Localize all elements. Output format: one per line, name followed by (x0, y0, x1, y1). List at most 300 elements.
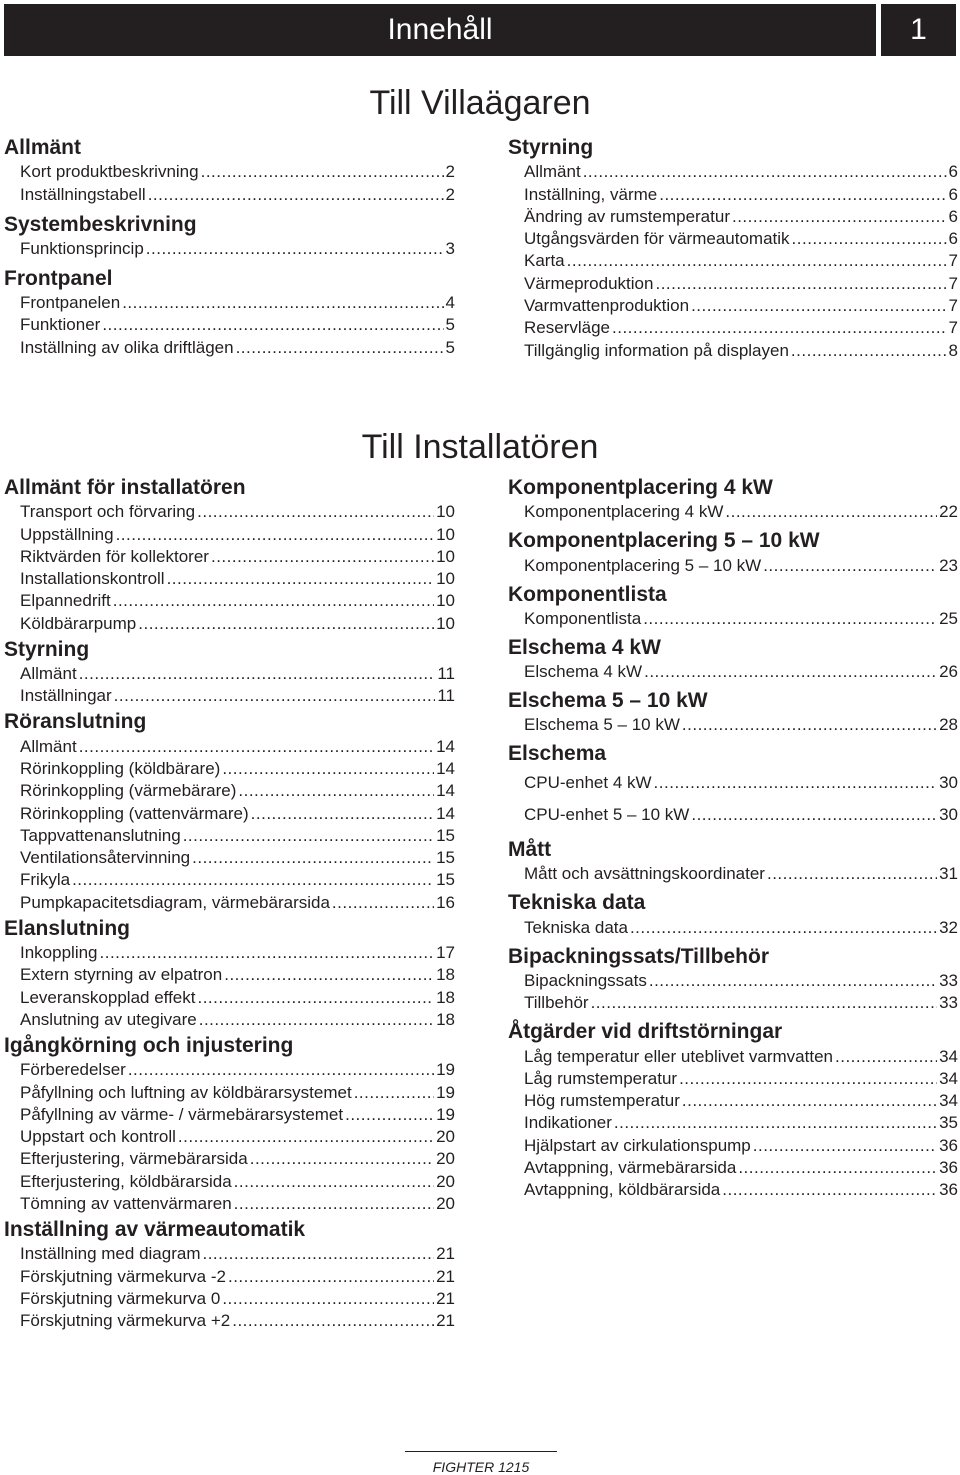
toc-entry-page: 19 (436, 1060, 455, 1080)
toc-dot-leader (228, 1267, 434, 1287)
toc-dot-leader (234, 1172, 434, 1192)
toc-entry-page: 19 (436, 1082, 455, 1102)
toc-dot-leader (238, 781, 434, 801)
toc-entry[interactable] (4, 589, 455, 611)
toc-dot-leader (644, 662, 937, 682)
toc-entry[interactable] (508, 1044, 958, 1066)
toc-group (4, 476, 455, 634)
toc-entry[interactable] (4, 985, 455, 1007)
toc-entry-page: 10 (436, 613, 455, 633)
toc-entry-title: Bipackningssats (524, 970, 647, 990)
toc-entry[interactable] (4, 757, 455, 779)
toc-entry-title: Komponentlista (524, 608, 642, 628)
toc-dot-leader (679, 1069, 937, 1089)
toc-entry-title: Avtappning, köldbärarsida (524, 1180, 721, 1200)
toc-dot-leader (148, 185, 444, 205)
toc-entry-title: Kort produktbeskrivning (20, 162, 199, 182)
toc-group-heading: Frontpanel (4, 266, 113, 290)
toc-dot-leader (725, 502, 937, 522)
toc-dot-leader (792, 229, 947, 249)
toc-entry-title: Förskjutning värmekurva +2 (20, 1311, 231, 1331)
toc-entry-title: Frikyla (20, 870, 71, 890)
toc-group-heading: Komponentplacering 5 – 10 kW (508, 529, 820, 553)
toc-group-heading: Elschema (508, 742, 607, 766)
toc-dot-leader (332, 893, 434, 913)
toc-entry-page: 20 (436, 1171, 455, 1191)
toc-entry[interactable] (4, 335, 455, 357)
toc-entry-page: 7 (948, 251, 958, 271)
toc-entry-page: 7 (948, 318, 958, 338)
toc-entry[interactable] (4, 734, 455, 756)
toc-entry-title: Påfyllning och luftning av köldbärarsystemet (20, 1082, 352, 1102)
toc-entry[interactable] (4, 545, 455, 567)
toc-dot-leader (100, 943, 435, 963)
toc-dot-leader (222, 1289, 434, 1309)
toc-entry[interactable] (4, 963, 455, 985)
toc-entry-title: Varmvattenproduktion (524, 296, 690, 316)
toc-group (508, 742, 958, 825)
toc-dot-leader (224, 965, 434, 985)
toc-entry[interactable] (4, 1192, 455, 1214)
toc-dot-leader (72, 870, 434, 890)
toc-entry-title: Allmänt (524, 162, 581, 182)
toc-entry-page: 36 (939, 1135, 958, 1155)
toc-entry-page: 20 (436, 1149, 455, 1169)
toc-entry-title: Inkoppling (20, 943, 98, 963)
toc-entry[interactable] (4, 611, 455, 633)
toc-entry-page: 14 (436, 758, 455, 778)
toc-entry[interactable] (508, 1156, 958, 1178)
toc-dot-leader (791, 341, 947, 361)
toc-entry-page: 16 (436, 892, 455, 912)
toc-entry-title: Köldbärarpump (20, 613, 137, 633)
toc-entry-title: Tekniska data (524, 917, 628, 937)
toc-entry[interactable] (508, 182, 958, 204)
toc-entry[interactable] (4, 941, 455, 963)
toc-column-homeowner-left (4, 136, 455, 358)
toc-entry-title: Hjälpstart av cirkulationspump (524, 1135, 751, 1155)
toc-entry-title: Rörinkoppling (vattenvärmare) (20, 803, 249, 823)
toc-group-heading: Elanslutning (4, 916, 130, 940)
toc-group-heading: Igångkörning och injustering (4, 1033, 294, 1057)
page-number: 1 (910, 13, 927, 46)
toc-dot-leader (654, 773, 938, 793)
toc-entry-page: 5 (445, 315, 455, 335)
toc-entry-title: Förskjutning värmekurva 0 (20, 1288, 221, 1308)
toc-entry[interactable] (508, 205, 958, 227)
toc-entry-page: 18 (436, 1009, 455, 1029)
toc-entry-page: 6 (948, 162, 958, 182)
toc-entry-title: Rörinkoppling (köldbärare) (20, 758, 221, 778)
toc-dot-leader (251, 804, 434, 824)
toc-entry-title: Reservläge (524, 318, 610, 338)
toc-entry-page: 10 (436, 524, 455, 544)
toc-entry-title: Frontpanelen (20, 293, 121, 313)
toc-dot-leader (201, 162, 444, 182)
page-title: Innehåll (387, 13, 493, 46)
toc-entry-page: 30 (939, 805, 958, 825)
toc-group-heading: Allmänt för installatören (4, 476, 246, 499)
toc-entry-page: 2 (445, 184, 455, 204)
toc-entry[interactable] (4, 1147, 455, 1169)
toc-group (508, 838, 958, 884)
toc-group-heading: Elschema 4 kW (508, 635, 661, 659)
toc-dot-leader (222, 759, 434, 779)
toc-entry[interactable] (4, 824, 455, 846)
toc-entry-page: 21 (436, 1266, 455, 1286)
toc-entry-page: 34 (939, 1068, 958, 1088)
toc-entry[interactable] (4, 182, 455, 204)
toc-entry-title: Hög rumstemperatur (524, 1091, 680, 1111)
toc-entry[interactable] (4, 1058, 455, 1080)
toc-entry-page: 10 (436, 591, 455, 611)
toc-entry-title: Inställningar (20, 686, 112, 706)
toc-entry-page: 28 (939, 715, 958, 735)
toc-entry[interactable] (4, 779, 455, 801)
toc-entry[interactable] (508, 227, 958, 249)
toc-entry[interactable] (4, 1103, 455, 1125)
toc-entry-page: 18 (436, 987, 455, 1007)
toc-entry-title: Elschema 5 – 10 kW (524, 715, 680, 735)
toc-entry-title: Inställningstabell (20, 184, 146, 204)
toc-entry[interactable] (508, 316, 958, 338)
toc-entry-page: 33 (939, 993, 958, 1013)
toc-entry-title: Anslutning av utegivare (20, 1009, 197, 1029)
toc-entry[interactable] (4, 1264, 455, 1286)
toc-entry-title: Installationskontroll (20, 569, 165, 589)
toc-entry-page: 7 (948, 296, 958, 316)
toc-entry[interactable] (4, 1125, 455, 1147)
toc-dot-leader (232, 1311, 434, 1331)
toc-group-heading: Åtgärder vid driftstörningar (508, 1020, 783, 1044)
toc-group-heading: Elschema 5 – 10 kW (508, 689, 708, 713)
toc-entry-title: Allmänt (20, 736, 77, 756)
toc-entry-page: 36 (939, 1180, 958, 1200)
toc-entry-title: Tillbehör (524, 993, 589, 1013)
toc-entry[interactable] (4, 1008, 455, 1030)
toc-column-installer-right (508, 476, 958, 1200)
toc-entry-title: Komponentplacering 4 kW (524, 502, 724, 522)
toc-entry[interactable] (4, 1242, 455, 1264)
toc-entry-title: Elschema 4 kW (524, 662, 643, 682)
toc-entry-page: 22 (939, 502, 958, 522)
toc-dot-leader (211, 547, 434, 567)
toc-dot-leader (79, 737, 434, 757)
toc-entry-page: 14 (436, 781, 455, 801)
toc-entry-page: 6 (948, 206, 958, 226)
toc-entry-title: Ventilationsåtervinning (20, 848, 191, 868)
toc-group (508, 945, 958, 1014)
toc-entry[interactable] (508, 803, 958, 825)
toc-entry[interactable] (4, 890, 455, 912)
toc-entry[interactable] (4, 1309, 455, 1331)
toc-entry-page: 21 (436, 1288, 455, 1308)
toc-group (508, 583, 958, 629)
toc-entry-title: Påfyllning av värme- / värmebärarsystemet (20, 1104, 344, 1124)
toc-entry-title: Utgångsvärden för värmeautomatik (524, 229, 790, 249)
toc-entry-page: 10 (436, 546, 455, 566)
toc-entry-page: 6 (948, 229, 958, 249)
toc-entry-title: Ändring av rumstemperatur (524, 206, 730, 226)
toc-column-homeowner-right (508, 136, 958, 361)
toc-entry-title: Efterjustering, köldbärarsida (20, 1171, 232, 1191)
toc-dot-leader (236, 338, 444, 358)
toc-entry-title: Extern styrning av elpatron (20, 965, 223, 985)
toc-entry-title: Tillgänglig information på displayen (524, 340, 789, 360)
toc-entry-title: Komponentplacering 5 – 10 kW (524, 555, 762, 575)
toc-entry[interactable] (4, 313, 455, 335)
toc-group (4, 917, 455, 1030)
toc-group (508, 689, 958, 735)
toc-dot-leader (79, 664, 436, 684)
toc-group (508, 529, 958, 575)
toc-entry-title: Transport och förvaring (20, 502, 196, 522)
toc-dot-leader (722, 1180, 937, 1200)
toc-group-heading: Tekniska data (508, 891, 646, 915)
toc-entry-page: 6 (948, 184, 958, 204)
toc-entry-page: 7 (948, 273, 958, 293)
toc-group (4, 638, 455, 707)
toc-dot-leader (643, 609, 937, 629)
toc-dot-leader (138, 614, 434, 634)
toc-entry-title: Tömning av vattenvärmaren (20, 1194, 232, 1214)
toc-entry-page: 30 (939, 772, 958, 792)
toc-group-heading: Bipackningssats/Tillbehör (508, 944, 770, 968)
toc-dot-leader (763, 556, 937, 576)
toc-dot-leader (234, 1194, 434, 1214)
toc-entry-title: Låg rumstemperatur (524, 1068, 678, 1088)
toc-entry[interactable] (4, 846, 455, 868)
toc-entry-title: Mått och avsättningskoordinater (524, 864, 765, 884)
toc-group (508, 636, 958, 682)
toc-dot-leader (567, 251, 947, 271)
toc-entry-page: 19 (436, 1104, 455, 1124)
toc-group (508, 1020, 958, 1200)
toc-entry[interactable] (508, 713, 958, 735)
toc-entry-page: 21 (436, 1311, 455, 1331)
toc-entry-title: Förskjutning värmekurva -2 (20, 1266, 226, 1286)
toc-dot-leader (192, 848, 434, 868)
toc-dot-leader (614, 1113, 937, 1133)
toc-entry-page: 8 (948, 340, 958, 360)
toc-dot-leader (202, 1244, 434, 1264)
toc-entry-page: 4 (445, 293, 455, 313)
toc-dot-leader (197, 502, 434, 522)
toc-entry-page: 25 (939, 608, 958, 628)
toc-entry-title: Riktvärden för kollektorer (20, 546, 209, 566)
toc-entry[interactable] (508, 660, 958, 682)
toc-entry[interactable] (508, 991, 958, 1013)
toc-entry[interactable] (508, 160, 958, 182)
toc-entry-title: Allmänt (20, 664, 77, 684)
toc-entry-page: 23 (939, 555, 958, 575)
toc-dot-leader (128, 1060, 434, 1080)
toc-group (4, 710, 455, 912)
toc-entry[interactable] (508, 862, 958, 884)
toc-dot-leader (250, 1149, 434, 1169)
toc-entry-title: Indikationer (524, 1113, 612, 1133)
toc-entry[interactable] (508, 500, 958, 522)
toc-dot-leader (183, 826, 434, 846)
toc-entry-page: 2 (445, 162, 455, 182)
toc-entry-title: Funktionsprincip (20, 238, 144, 258)
toc-entry-title: Rörinkoppling (värmebärare) (20, 781, 237, 801)
toc-entry[interactable] (508, 915, 958, 937)
toc-entry[interactable] (508, 294, 958, 316)
toc-entry-title: Tappvattenanslutning (20, 825, 181, 845)
toc-entry-page: 15 (436, 825, 455, 845)
toc-entry-title: Inställning av olika driftlägen (20, 337, 234, 357)
toc-dot-leader (835, 1047, 937, 1067)
toc-entry[interactable] (508, 1089, 958, 1111)
toc-dot-leader (659, 185, 946, 205)
toc-group-heading: Röranslutning (4, 710, 147, 734)
toc-entry[interactable] (508, 338, 958, 360)
toc-entry[interactable] (4, 801, 455, 823)
toc-dot-leader (630, 918, 937, 938)
footer-model: FIGHTER 1215 (432, 1459, 530, 1475)
toc-dot-leader (612, 318, 947, 338)
toc-entry-page: 10 (436, 569, 455, 589)
toc-entry-title: Uppställning (20, 524, 114, 544)
toc-entry-page: 15 (436, 848, 455, 868)
toc-column-installer-left (4, 476, 455, 1331)
toc-group-heading: Inställning av värmeautomatik (4, 1218, 306, 1242)
toc-entry-page: 18 (436, 965, 455, 985)
toc-entry-title: Pumpkapacitetsdiagram, värmebärarsida (20, 892, 330, 912)
toc-entry-page: 33 (939, 970, 958, 990)
toc-entry[interactable] (508, 1133, 958, 1155)
toc-entry-page: 14 (436, 736, 455, 756)
toc-dot-leader (146, 239, 444, 259)
toc-entry[interactable] (508, 607, 958, 629)
toc-group (4, 136, 455, 205)
toc-entry[interactable] (4, 684, 455, 706)
toc-entry[interactable] (4, 1080, 455, 1102)
toc-entry-title: Leveranskopplad effekt (20, 987, 196, 1007)
toc-entry-page: 3 (445, 238, 455, 258)
toc-entry-title: Efterjustering, värmebärarsida (20, 1149, 248, 1169)
toc-entry[interactable] (4, 662, 455, 684)
toc-entry-title: CPU-enhet 5 – 10 kW (524, 805, 690, 825)
toc-entry[interactable] (508, 969, 958, 991)
toc-entry-page: 34 (939, 1046, 958, 1066)
toc-entry-page: 17 (436, 943, 455, 963)
toc-group-heading: Allmänt (4, 136, 82, 159)
toc-group-heading: Komponentlista (508, 582, 667, 606)
toc-entry-title: Låg temperatur eller uteblivet varmvatten (524, 1046, 833, 1066)
toc-entry-page: 20 (436, 1127, 455, 1147)
toc-dot-leader (114, 686, 436, 706)
toc-group (4, 1218, 455, 1331)
toc-entry-title: Avtappning, värmebärarsida (524, 1158, 737, 1178)
toc-entry[interactable] (4, 237, 455, 259)
toc-dot-leader (178, 1127, 434, 1147)
toc-entry-page: 20 (436, 1194, 455, 1214)
toc-entry-page: 21 (436, 1244, 455, 1264)
toc-group (508, 476, 958, 522)
toc-entry[interactable] (508, 770, 958, 792)
toc-dot-leader (197, 988, 434, 1008)
toc-dot-leader (732, 207, 947, 227)
toc-dot-leader (199, 1010, 434, 1030)
toc-entry-title: Inställning, värme (524, 184, 658, 204)
toc-entry[interactable] (508, 1178, 958, 1200)
toc-entry[interactable] (508, 249, 958, 271)
toc-dot-leader (116, 525, 435, 545)
toc-entry-title: Elpannedrift (20, 591, 111, 611)
toc-dot-leader (767, 864, 937, 884)
toc-entry-page: 15 (436, 870, 455, 890)
toc-entry-page: 5 (445, 337, 455, 357)
toc-entry-title: Funktioner (20, 315, 101, 335)
toc-group-heading: Mått (508, 838, 552, 862)
toc-dot-leader (591, 993, 938, 1013)
toc-dot-leader (583, 162, 947, 182)
toc-group-heading: Komponentplacering 4 kW (508, 476, 773, 499)
toc-entry[interactable] (508, 553, 958, 575)
toc-entry-title: Uppstart och kontroll (20, 1127, 176, 1147)
toc-entry[interactable] (4, 1169, 455, 1191)
toc-group (4, 1034, 455, 1214)
toc-dot-leader (649, 971, 937, 991)
toc-dot-leader (753, 1136, 937, 1156)
toc-group (508, 891, 958, 937)
toc-entry[interactable] (4, 291, 455, 313)
toc-entry[interactable] (508, 271, 958, 293)
toc-dot-leader (354, 1083, 434, 1103)
toc-dot-leader (682, 1091, 937, 1111)
toc-entry-page: 36 (939, 1158, 958, 1178)
toc-entry-page: 31 (939, 864, 958, 884)
toc-group-heading: Styrning (508, 136, 594, 159)
toc-entry[interactable] (4, 1287, 455, 1309)
toc-dot-leader (167, 569, 435, 589)
toc-entry-page: 26 (939, 662, 958, 682)
toc-entry-page: 35 (939, 1113, 958, 1133)
section-title-homeowner: Till Villaägaren (369, 84, 591, 122)
toc-entry-title: Förberedelser (20, 1060, 126, 1080)
toc-group (4, 213, 455, 259)
toc-group-heading: Systembeskrivning (4, 212, 197, 236)
section-title-installer: Till Installatören (361, 428, 599, 466)
toc-entry[interactable] (508, 1111, 958, 1133)
toc-entry-page: 34 (939, 1091, 958, 1111)
toc-entry[interactable] (4, 160, 455, 182)
toc-dot-leader (102, 315, 443, 335)
toc-entry[interactable] (4, 500, 455, 522)
toc-dot-leader (345, 1105, 434, 1125)
toc-dot-leader (738, 1158, 937, 1178)
toc-entry-page: 11 (437, 664, 455, 684)
toc-dot-leader (682, 715, 937, 735)
toc-entry-title: CPU-enhet 4 kW (524, 772, 652, 792)
toc-dot-leader (655, 274, 946, 294)
toc-dot-leader (691, 805, 937, 825)
toc-entry-title: Inställning med diagram (20, 1244, 201, 1264)
toc-group (4, 267, 455, 358)
toc-entry[interactable] (4, 868, 455, 890)
toc-entry-page: 11 (437, 686, 455, 706)
toc-group-heading: Styrning (4, 637, 90, 661)
toc-entry-title: Karta (524, 251, 565, 271)
toc-entry[interactable] (4, 567, 455, 589)
toc-group (508, 136, 958, 361)
toc-dot-leader (113, 591, 434, 611)
toc-entry-page: 14 (436, 803, 455, 823)
toc-entry[interactable] (4, 522, 455, 544)
toc-entry[interactable] (508, 1067, 958, 1089)
